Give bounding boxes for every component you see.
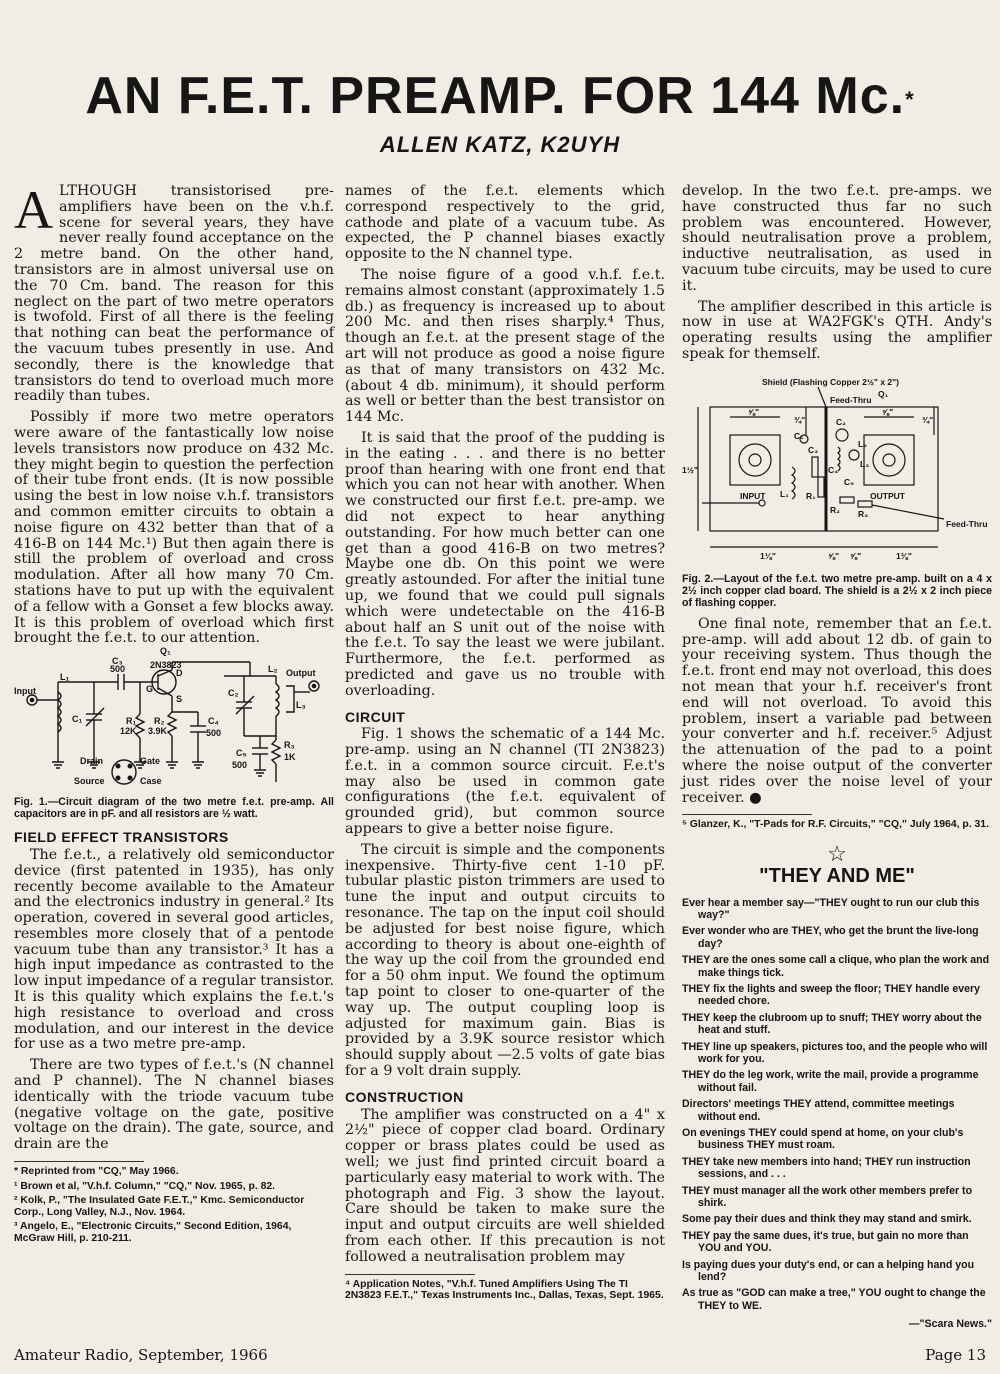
fig2-label: OUTPUT (870, 490, 905, 501)
footnote: ² Kolk, P., "The Insulated Gate F.E.T.," Kmc. Semiconductor Corp., Long Valley, N.J., Nov. 1964. (14, 1195, 305, 1218)
footnote-rule (345, 1274, 475, 1275)
fig2-label: R₂ (830, 504, 840, 515)
fig2-label: Q₁ (878, 388, 889, 399)
title-footnote-mark: * (905, 87, 915, 112)
poem-line: Directors' meetings THEY attend, committee meetings without end. (682, 1098, 955, 1123)
paragraph: names of the f.e.t. elements which correspond respectively to the grid, cathode and plate of a vacuum tube. As expected, the P channel biases exactly opposite to the N channel type. (345, 183, 665, 263)
paragraph: It is said that the proof of the pudding is in the eating . . . and there is no better proof than hearing with one front end that which you can not hear with another. When we constructed our first f.e.t. pre-amp. we did not expect to hear anything outstanding. For how much better can one get than a good 416-B on two metres? Maybe one db. On this point we were greatly astounded. For after the initial tune up, we found that we could pull signals which were undetectable on the 416-B about half an S unit out of the noise with the f.e.t. To say the least we were jubilant. Furthermore, the f.e.t. performed as predicted and gave us no trouble with overloading. (345, 429, 665, 699)
footnote-rule (14, 1161, 144, 1162)
fig1-label: R₃ (284, 740, 295, 751)
fig1-label: D (176, 668, 183, 679)
footer-publication: Amateur Radio, September, 1966 (14, 1346, 268, 1364)
fig1-label: C₃ (112, 656, 123, 667)
footnote: * Reprinted from "CQ," May 1966. (14, 1166, 179, 1178)
fig2-label: Feed-Thru (946, 518, 988, 529)
poem-line: THEY are the ones some call a clique, who plan the work and make things tick. (682, 954, 990, 979)
paragraph: The amplifier was constructed on a 4" x 2½" piece of copper clad board. Ordinary copper or brass plates could be used as well; we just find printed circuit board a particularly easy material to work with. The photograph and Fig. 3 show the layout. Care should be taken to make sure the input and output circuits are well shielded from each other. If this precaution is not followed a neutralisation problem may (345, 1106, 665, 1265)
fig1-label: Drain (80, 756, 104, 767)
poem-line: As true as "GOD can make a tree," YOU ought to change the THEY to WE. (682, 1287, 986, 1312)
fig2-label: L₁ (780, 488, 789, 499)
fig1-label: 3.9K (148, 726, 168, 737)
figure-1-caption: Fig. 1.—Circuit diagram of the two metre f.e.t. pre-amp. All capacitors are in pF. and all resistors are ½ watt. (14, 796, 334, 821)
fig2-label: Feed-Thru (830, 394, 872, 405)
fig2-label: ⅝" (828, 550, 840, 561)
fig1-label: L₂ (268, 664, 278, 675)
fig1-label: C₁ (72, 714, 83, 725)
column-2 (345, 184, 665, 1305)
paragraph: The amplifier described in this article is now in use at WA2FGK's QTH. Andy's operating results using the amplifier speak for themself. (682, 298, 992, 362)
fig1-label: Case (140, 776, 162, 787)
footer-page-number: Page 13 (925, 1346, 986, 1364)
intro-paragraph: ALTHOUGH transistorised pre-amplifiers have been on the v.h.f. scene for several years, they have never really found acceptance on the 2 metre band. On the other hand, transistors are in almost universal use on the 70 Cm. band. The reason for this neglect on the part of two metre operators is twofold. First of all there is the feeling that nothing can beat the performance of the vacuum tubes presently in use. And secondly, there is the knowledge that transistors do tend to overload much more readily than tubes. (14, 180, 334, 405)
fig2-label: R₃ (858, 508, 869, 519)
poem-title: "THEY AND ME" (759, 864, 915, 887)
fig2-label: R₁ (806, 490, 816, 501)
fig2-label: 1⅛" (760, 550, 776, 561)
fig2-label: C₃ (808, 444, 819, 455)
fig1-label: R₂ (154, 716, 165, 727)
fig1-label: C₅ (236, 748, 247, 759)
fig2-label: ¾" (794, 414, 806, 425)
poem-line: THEY keep the clubroom up to snuff; THEY worry about the heat and stuff. (682, 1011, 982, 1037)
footnote: ³ Angelo, E., "Electronic Circuits," Second Edition, 1964, McGraw Hill, p. 210-211. (14, 1221, 292, 1245)
fig2-label: C₂ (836, 416, 846, 427)
figure-2-layout (682, 377, 992, 569)
fig1-label: 500 (110, 664, 126, 675)
fig1-label: 500 (232, 760, 248, 771)
footnote: ¹ Brown et al, "V.h.f. Column," "CQ," Nov. 1965, p. 82. (14, 1180, 276, 1192)
fig1-label: Output (286, 668, 316, 679)
fig1-label: Input (14, 686, 36, 697)
poem-line: Ever wonder who are THEY, who get the brunt the live-long day? (682, 925, 979, 950)
footnote-rule (682, 814, 812, 815)
fig2-label: INPUT (740, 490, 766, 501)
paragraph: Fig. 1 shows the schematic of a 144 Mc. pre-amp. using an N channel (TI 2N3823) f.e.t. in a common source circuit. F.e.t's may also be used in common gate configurations (the f.e.t. equivalent of grounded grid), but common source appears to give a better noise figure. (345, 726, 665, 838)
fig2-label: C₄ (828, 464, 839, 475)
fig1-label: 1K (284, 752, 296, 763)
fig1-label: S (176, 694, 183, 705)
section-heading: CIRCUIT (345, 708, 406, 725)
poem (682, 897, 992, 1331)
fig1-label: 12K (120, 726, 137, 737)
figure-1-schematic (14, 646, 334, 792)
fig1-label: C₂ (228, 688, 239, 699)
fig1-label: Gate (140, 756, 161, 767)
poem-line: Is paying dues your duty's end, or can a helping hand you lend? (682, 1258, 975, 1284)
column-3 (682, 184, 992, 1331)
paragraph: The f.e.t., a relatively old semiconductor device (first patented in 1935), has only recently become available to the Amateur and the electronics industry in general.² Its operation, covered in several good articles, resembles more closely that of a pentode vacuum tube than any transistor.³ It has a high input impedance as contrasted to the low input impedance of a regular transistor. It is this quality which explains the f.e.t.'s high resistance to overload and cross modulation, and our interest in the device for use as a two metre pre-amp. (14, 846, 334, 1053)
section-heading: CONSTRUCTION (345, 1088, 464, 1105)
figure-2-caption: Fig. 2.—Layout of the f.e.t. two metre pre-amp. built on a 4 x 2½ inch copper clad board. The shield is a 2½ x 2 inch piece of flashing copper. (682, 572, 992, 609)
fig1-label: Source (74, 776, 105, 787)
footnote: ⁵ Glanzer, K., "T-Pads for R.F. Circuits," "CQ," July 1964, p. 31. (682, 819, 989, 831)
fig2-label: ⅝" (882, 406, 894, 417)
poem-source: —"Scara News." (908, 1318, 992, 1331)
fig1-label: L₁ (60, 672, 70, 683)
paragraph: One final note, remember that an f.e.t. pre-amp. will add about 12 db. of gain to your receiving system. Thus though the f.e.t. front end may not overload, this does not mean that your h.f. receiver's front end will not overload. To avoid this problem, insert a variable pad between your converter and h.f. receiver.⁵ Adjust the attenuation of the pad to a point where the noise output of the converter just rides over the noise level of your receiver. ● (682, 615, 992, 806)
poem-line: THEY pay the same dues, it's true, but gain no more than YOU and YOU. (682, 1229, 969, 1255)
fig2-label: Shield (Flashing Copper 2½" x 2") (762, 376, 900, 387)
author-byline: ALLEN KATZ, K2UYH (379, 132, 621, 157)
fig1-label: G (146, 684, 154, 695)
drop-cap: A (14, 180, 53, 240)
paragraph: The circuit is simple and the components inexpensive. Thirty-five cent 1-10 pF. tubular plastic piston trimmers are used to tune the input and output circuits to resonance. The tap on the input coil should be adjusted for best noise figure, which according to theory is about one-eighth of the way up the coil from the grounded end for a 50 ohm input. We found the optimum tap point to closer to one-quarter of the way up. The output coupling loop is adjusted for maximum gain. Bias is provided by a 3.9K source resistor which should supply about —2.5 volts of gate bias for a 9 volt drain supply. (345, 841, 665, 1080)
footnote: ⁴ Application Notes, "V.h.f. Tuned Amplifiers Using The TI 2N3823 F.E.T.," Texas Instruments Inc., Dallas, Texas, Sept. 1965. (345, 1278, 664, 1302)
poem-line: THEY take new members into hand; THEY run instruction sessions, and . . . (682, 1155, 971, 1181)
fig1-label: Q₁ (160, 646, 171, 657)
poem-line: Some pay their dues and think they may stand and smirk. (682, 1213, 972, 1226)
column-1 (14, 180, 334, 1248)
fig2-label: ⅝" (850, 550, 862, 561)
section-heading: FIELD EFFECT TRANSISTORS (14, 829, 229, 846)
poem-line: THEY line up speakers, pictures too, and the people who will work for you. (682, 1040, 988, 1065)
fig2-label: C₅ (844, 476, 855, 487)
paragraph: Possibly if more two metre operators were aware of the fantastically low noise levels transistors now produce on 432 Mc. they might begin to question the perfection of their tube front ends. (It is now possible using the best in low noise v.h.f. transistors and common emitter circuits to obtain a noise figure on 432 better than that of a 416-B on 144 Mc.¹) But then again there is still the problem of overload and cross modulation. After all how many 70 Cm. stations have to put up with the equivalent of a fellow with a Gonset a few blocks away. It is this problem of overload which first brought the f.e.t. to our attention. (14, 409, 334, 647)
star-divider-icon: ☆ (827, 841, 847, 867)
poem-line: THEY must manager all the work other members prefer to shirk. (682, 1184, 973, 1210)
poem-line: On evenings THEY could spend at home, on your club's business THEY must roam. (682, 1127, 964, 1152)
fig1-label: 2N3823 (150, 660, 182, 671)
fig2-label: ¾" (922, 414, 934, 425)
fig2-label: L₃ (860, 458, 870, 469)
fig2-label: ⅝" (748, 406, 760, 417)
paragraph: There are two types of f.e.t.'s (N channel and P channel). The N channel biases identically with the triode vacuum tube (negative voltage on the gate, positive voltage on the drain). The gate, source, and drain are the (14, 1057, 334, 1153)
fig1-label: R₁ (126, 716, 137, 727)
paragraph: develop. In the two f.e.t. pre-amps. we have constructed thus far no such problem was encountered. However, should neutralisation prove a problem, inductive neutralisation, as used in vacuum tube circuits, may be used to cure it. (682, 183, 992, 294)
fig1-label: 500 (206, 728, 222, 739)
paragraph: The noise figure of a good v.h.f. f.e.t. remains almost constant (approximately 1.5 db.) as frequency is increased up to about 200 Mc. and then rises sharply.⁴ Thus, though an f.e.t. at the present stage of the art will not produce as good a noise figure as that of many transistors on 432 Mc. (about 4 db. minimum), it should perform as well or better than the best transistor on 144 Mc. (345, 266, 665, 426)
fig1-label: L₃ (296, 700, 306, 711)
poem-line: THEY do the leg work, write the mail, provide a programme without fail. (682, 1069, 979, 1094)
fig2-label: 1⅜" (896, 550, 912, 561)
fig2-label: L₂ (858, 438, 867, 449)
fig1-label: C₄ (208, 716, 219, 727)
poem-line: THEY fix the lights and sweep the floor; THEY handle every needed chore. (682, 982, 981, 1008)
poem-line: Ever hear a member say—"THEY ought to run our club this way?" (682, 896, 980, 921)
article-title: AN F.E.T. PREAMP. FOR 144 Mc.* (85, 67, 915, 125)
fig2-label: C₁ (794, 430, 804, 441)
fig2-label: 1½" (682, 464, 698, 475)
